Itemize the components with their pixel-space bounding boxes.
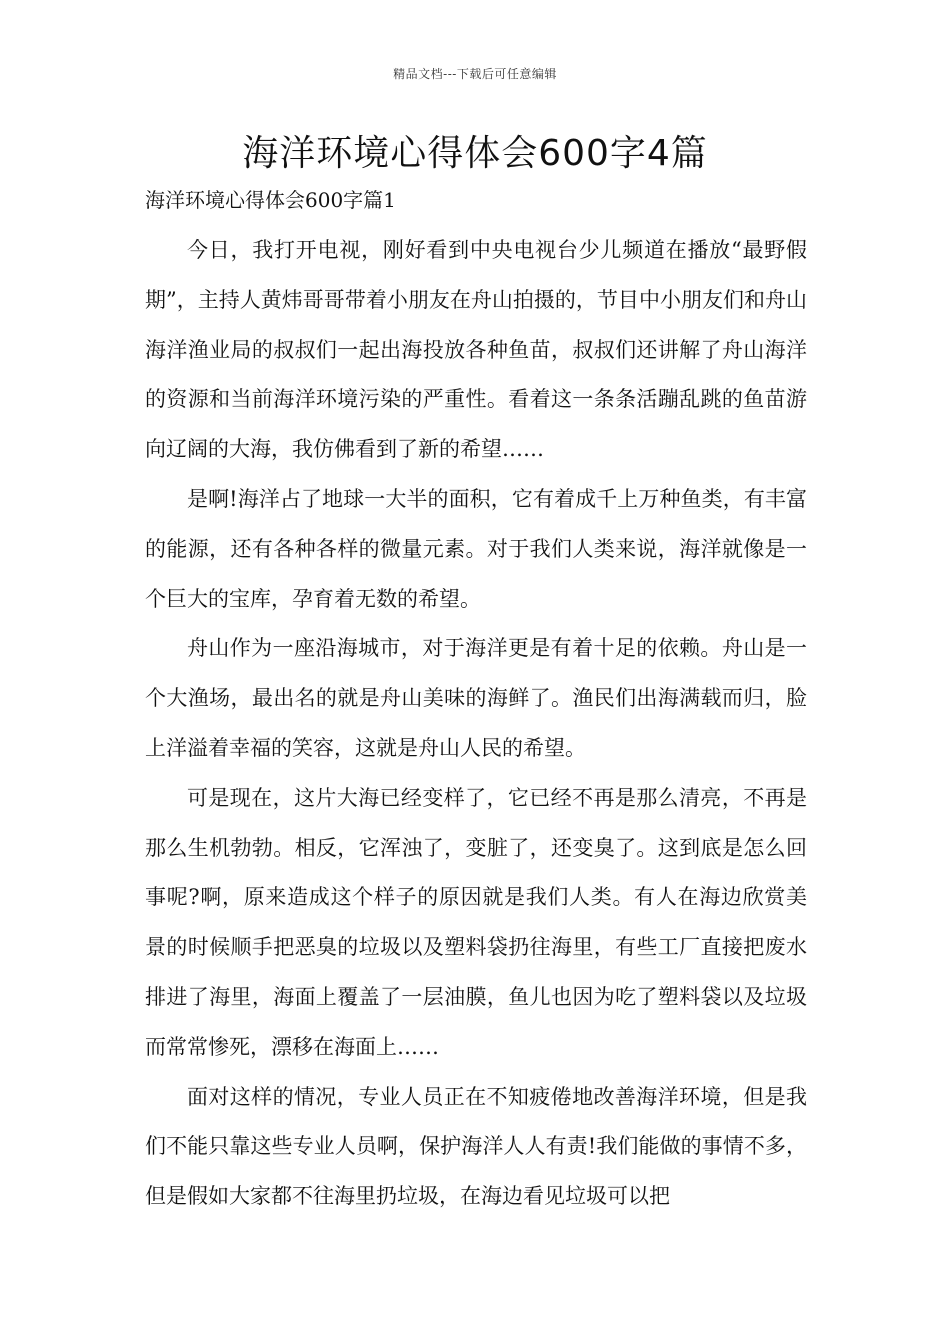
paragraph: 面对这样的情况，专业人员正在不知疲倦地改善海洋环境，但是我们不能只靠这些专业人员啊，保护海洋人人有责!我们能做的事情不多，但是假如大家都不往海里扔垃圾，在海边看见垃圾可以把 [145,1084,807,1209]
section-heading: 海洋环境心得体会600字篇1 [145,188,396,212]
paragraph: 是啊!海洋占了地球一大半的面积，它有着成千上万种鱼类，有丰富的能源，还有各种各样的微量元素。对于我们人类来说，海洋就像是一个巨大的宝库，孕育着无数的希望。 [145,486,807,611]
document-title: 海洋环境心得体会600字4篇 [242,133,708,174]
paragraph: 今日，我打开电视，刚好看到中央电视台少儿频道在播放“最野假期”，主持人黄炜哥哥带着小朋友在舟山拍摄的，节目中小朋友们和舟山海洋渔业局的叔叔们一起出海投放各种鱼苗，叔叔们还讲解了舟山海洋的资源和当前海洋环境污染的严重性。看着这一条条活蹦乱跳的鱼苗游向辽阔的大海，我仿佛看到了新的希望…… [145,238,807,462]
paragraph: 可是现在，这片大海已经变样了，它已经不再是那么清亮，不再是那么生机勃勃。相反，它浑浊了，变脏了，还变臭了。这到底是怎么回事呢?啊，原来造成这个样子的原因就是我们人类。有人在海边欣赏美景的时候顺手把恶臭的垃圾以及塑料袋扔往海里，有些工厂直接把废水排进了海里，海面上覆盖了一层油膜，鱼儿也因为吃了塑料袋以及垃圾而常常惨死，漂移在海面上…… [145,785,807,1059]
header-note: 精品文档---下载后可任意编辑 [393,67,557,81]
body-text [145,226,807,1222]
paragraph: 舟山作为一座沿海城市，对于海洋更是有着十足的依赖。舟山是一个大渔场，最出名的就是舟山美味的海鲜了。渔民们出海满载而归，脸上洋溢着幸福的笑容，这就是舟山人民的希望。 [145,636,807,760]
